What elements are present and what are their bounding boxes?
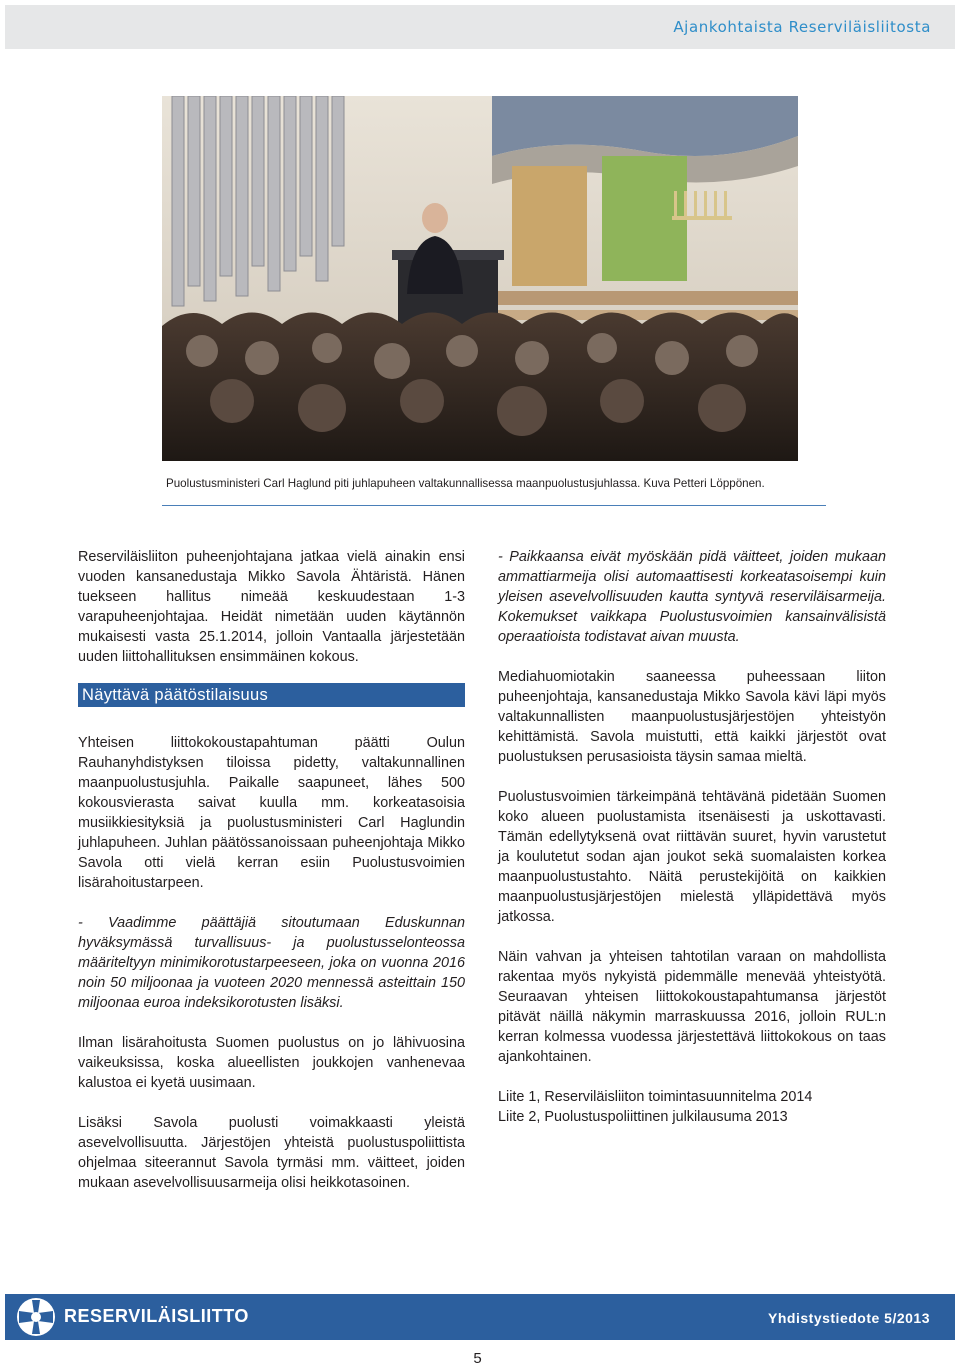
right-column — [498, 547, 886, 1127]
footer-bar — [5, 1294, 955, 1340]
subheading: Näyttävä päätöstilaisuus — [78, 683, 465, 707]
quote-paragraph: - Paikkaansa eivät myöskään pidä väitteet, joiden mukaan ammattiarmeija olisi automaattisesti korkeatasoisempi kuin yleisen asevelvollisuuden kautta syntyvä reserviläisarmeija. Kokemukset vaikkapa Puolustusvoimien kansainvälisistä operaatioista todistavat aivan muusta. — [498, 549, 886, 645]
paragraph: Mediahuomiotakin saaneessa puheessaan liiton puheenjohtaja, kansanedustaja Mikko Savola kävi läpi myös valtakunnallisten maanpuolustusjärjestöjen yhteistyön kehittämistä. Savola muistutti, että kaikki järjestöt ovat puolustuksen perusasioista täysin samaa mieltä. — [498, 669, 886, 765]
photo-illustration — [162, 96, 798, 461]
attachment-link-1[interactable]: Liite 1, Reserviläisliiton toimintasuunnitelma 2014 — [498, 1089, 813, 1105]
logo-text: RESERVILÄISLIITTO — [64, 1306, 249, 1326]
caption-divider — [162, 505, 826, 506]
paragraph: Näin vahvan ja yhteisen tahtotilan varaan on mahdollista rakentaa myös nykyistä pidemmälle menevää yhteistyötä. Seuraavan yhteisen liittokokoustapahtumansa järjestöt pitävät näillä näkymin marraskuussa 2016, jolloin RUL:n kerran kolmessa vuodessa järjestettävä liittokokous on taas ajankohtainen. — [498, 949, 886, 1065]
speech-photo — [162, 96, 798, 461]
photo-caption: Puolustusministeri Carl Haglund piti juhlapuheen valtakunnallisessa maanpuolustusjuhlassa. Kuva Petteri Löppönen. — [166, 477, 765, 490]
quote-paragraph: - Vaadimme päättäjiä sitoutumaan Eduskunnan hyväksymässä turvallisuus- ja puolustusselonteossa määriteltyyn minimikorotustarpeeseen, joka on vuonna 2016 noin 50 miljoonaa ja vuoteen 2020 mennessä asteittain 150 miljoonaa euroa indeksikorotusten lisäksi. — [78, 915, 465, 1011]
cross-emblem-icon — [16, 1297, 56, 1337]
left-column — [78, 547, 465, 1193]
attachment-link-2[interactable]: Liite 2, Puolustuspoliittinen julkilausuma 2013 — [498, 1109, 788, 1125]
paragraph: Yhteisen liittokokoustapahtuman päätti Oulun Rauhanyhdistyksen tiloissa pidetty, valtakunnallinen maanpuolustusjuhla. Paikalle saapuneet, lähes 500 kokousvierasta saivat kuulla mm. korkeatasoisia musiikkiesityksiä ja puolustusministeri Carl Haglundin juhlapuheen. Juhlan päätössanoissaan puheenjohtaja Mikko Savola otti vielä kerran esiin Puolustusvoimien lisärahoitustarpeen. — [78, 735, 465, 891]
paragraph: Puolustusvoimien tärkeimpänä tehtävänä pidetään Suomen koko alueen puolustamista itsenäisesti ja uskottavasti. Tämän edellytyksenä ovat riittävän suuret, hyvin varustetut ja koulutetut sodan ajan joukot sekä suomalaisten korkea maanpuolustustahto. Näitä perustekijöitä on kaikkien maanpuolustusjärjestöjen mielestä ylläpidettävä myös jatkossa. — [498, 789, 886, 925]
header-bar — [5, 5, 955, 49]
paragraph: Reserviläisliiton puheenjohtajana jatkaa vielä ainakin ensi vuoden kansanedustaja Mikko Savola Ähtäristä. Hänen tuekseen hallitus nimeää keskuudestaan 1-3 varapuheenjohtajaa. Heidät nimetään uuden käytännön mukaisesti vasta 25.1.2014, jolloin Vantaalla järjestetään uuden liittohallituksen ensimmäinen kokous. — [78, 549, 465, 665]
section-title: Ajankohtaista Reserviläisliitosta — [673, 18, 931, 36]
paragraph: Lisäksi Savola puolusti voimakkaasti yleistä asevelvollisuutta. Järjestöjen yhteistä puolustuspoliittista ohjelmaa siteerannut Savola tyrmäsi mm. väitteet, joiden mukaan asevelvollisuusarmeija olisi heikkotasoinen. — [78, 1115, 465, 1191]
paragraph: Ilman lisärahoitusta Suomen puolustus on jo lähivuosina vaikeuksissa, koska alueellisten joukkojen vanhenevaa kalustoa ei kyetä uusimaan. — [78, 1035, 465, 1091]
issue-label: Yhdistystiedote 5/2013 — [768, 1310, 930, 1326]
page-number: 5 — [473, 1350, 482, 1367]
